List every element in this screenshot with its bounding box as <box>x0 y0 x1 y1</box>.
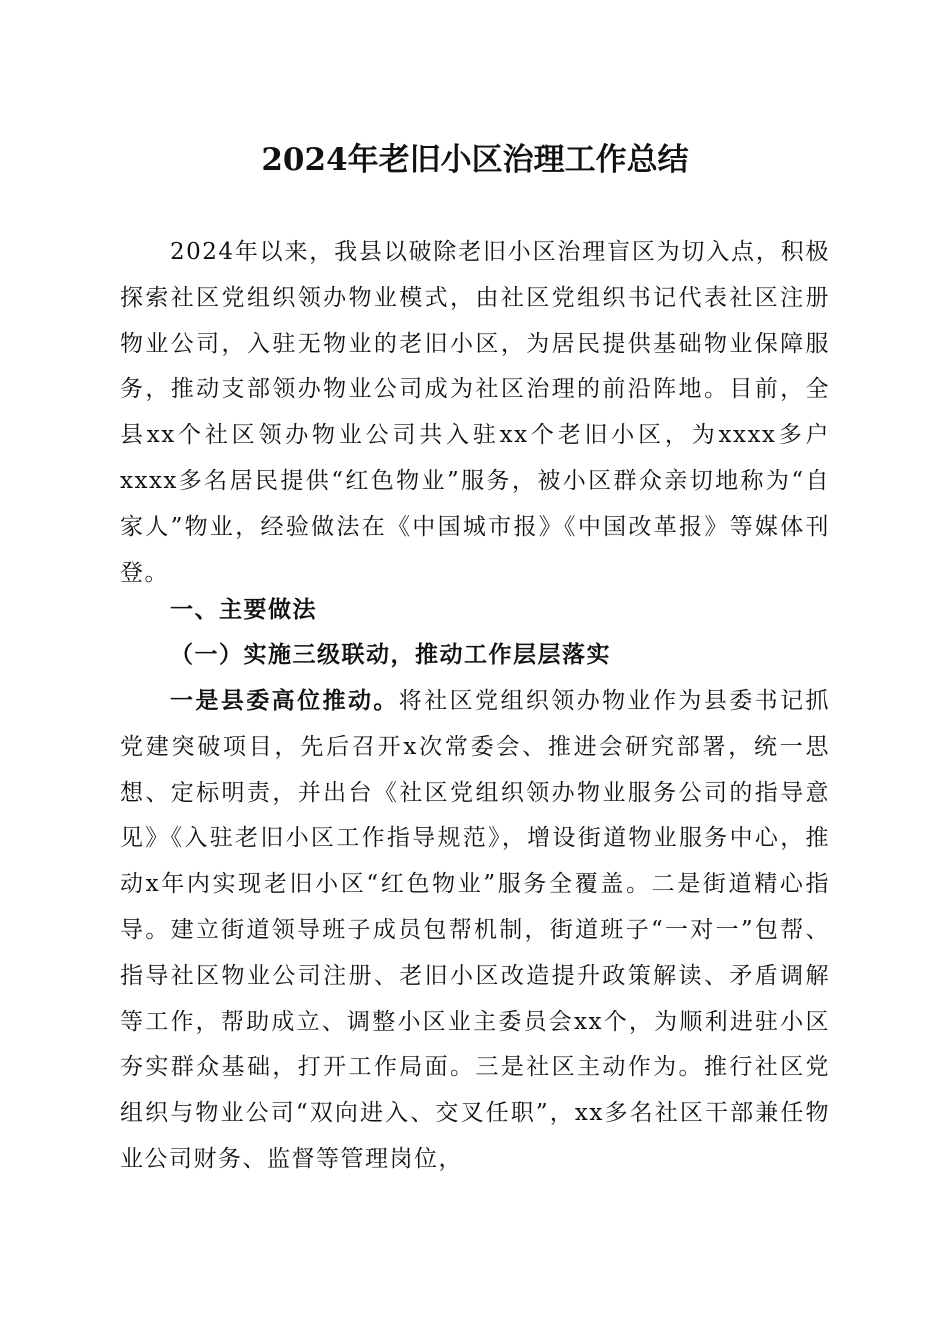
subsection-heading: （一）实施三级联动，推动工作层层落实 <box>170 641 611 668</box>
intro-paragraph: 2024年以来，我县以破除老旧小区治理盲区为切入点，积极探索社区党组织领办物业模式，由社区党组织书记代表社区注册物业公司，入驻无物业的老旧小区，为居民提供基础物业保障服务，推动支部领办物业公司成为社区治理的前沿阵地。目前，全县xx个社区领办物业公司共入驻xx个老旧小区，为xxxx多户xxxx多名居民提供“红色物业”服务，被小区群众亲切地称为“自家人”物业，经验做法在《中国城市报》《中国改革报》等媒体刊登。 <box>120 239 830 586</box>
document-title: 2024年老旧小区治理工作总结 <box>261 142 689 178</box>
paragraph-lead: 一是县委高位推动。 <box>170 687 399 714</box>
section-heading: 一、主要做法 <box>170 597 317 623</box>
body-paragraph <box>120 678 830 1183</box>
paragraph-body: 将社区党组织领办物业作为县委书记抓党建突破项目，先后召开x次常委会、推进会研究部署，统一思想、定标明责，并出台《社区党组织领办物业服务公司的指导意见》《入驻老旧小区工作指导规范》，增设街道物业服务中心，推动x年内实现老旧小区“红色物业”服务全覆盖。二是街道精心指导。建立街道领导班子成员包帮机制，街道班子“一对一”包帮、指导社区物业公司注册、老旧小区改造提升政策解读、矛盾调解等工作，帮助成立、调整小区业主委员会xx个，为顺利进驻小区夯实群众基础，打开工作局面。三是社区主动作为。推行社区党组织与物业公司“双向进入、交叉任职”，xx多名社区干部兼任物业公司财务、监督等管理岗位， <box>120 688 831 1172</box>
